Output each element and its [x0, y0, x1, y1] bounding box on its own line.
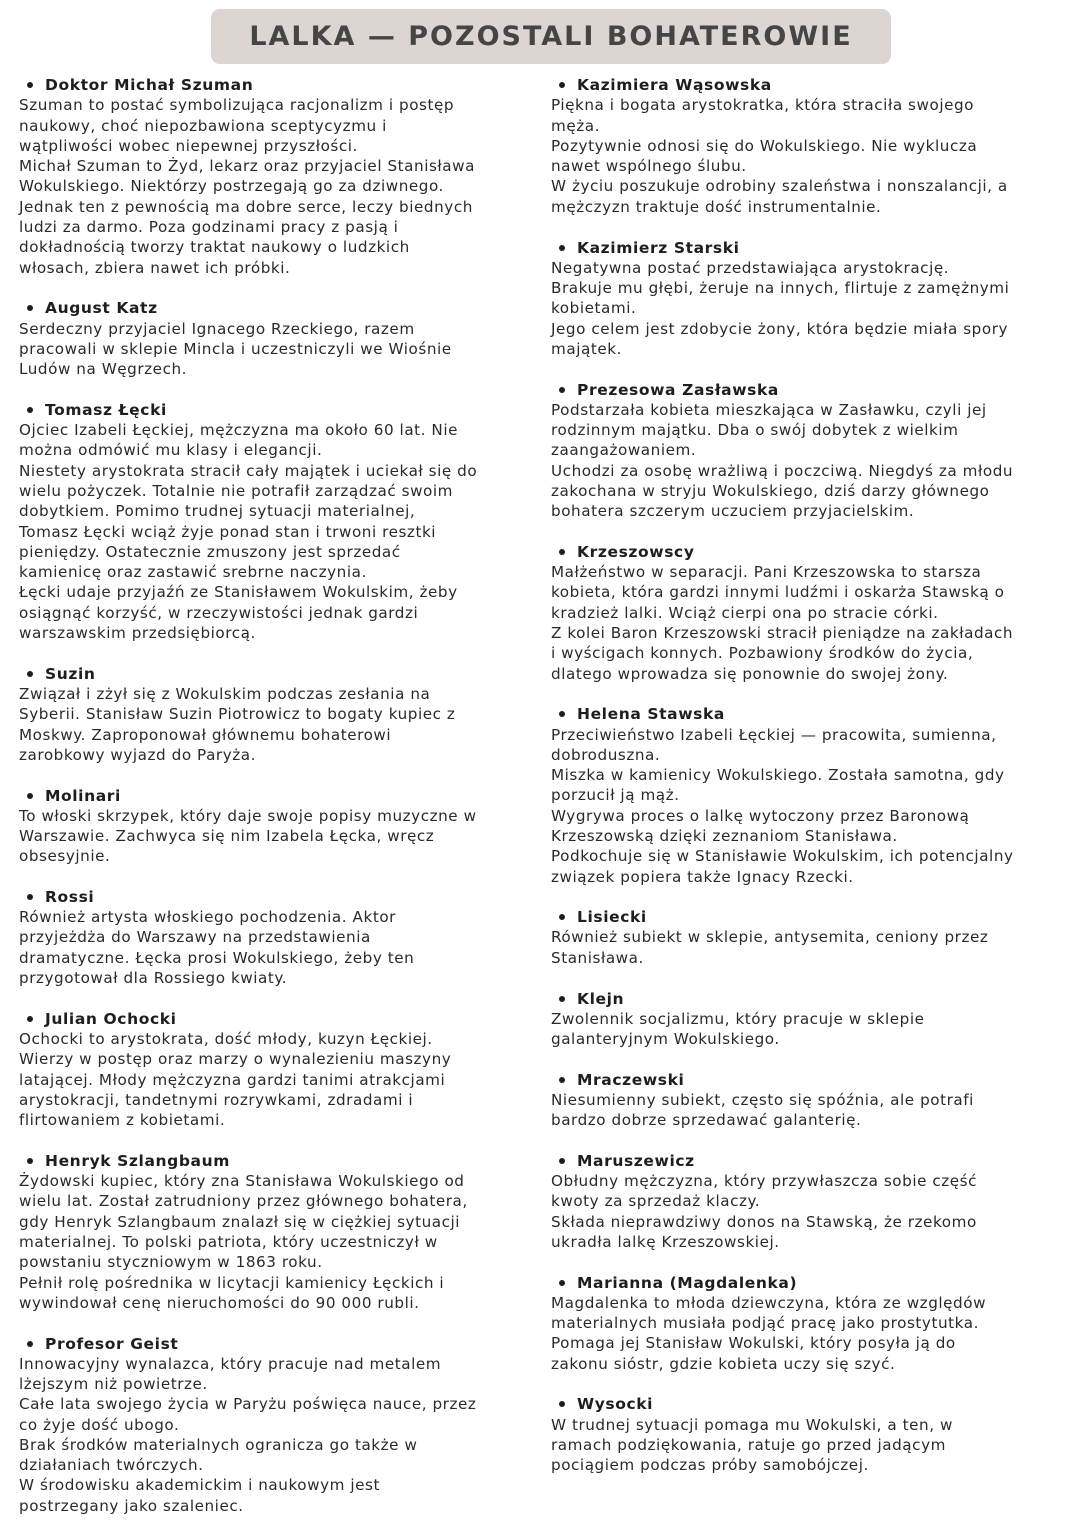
character-entry [551, 237, 1071, 359]
bullet-icon [27, 305, 33, 311]
character-description: Miszka w kamienicy Wokulskiego. Została samotna, gdy porzucił ją mąż. [551, 766, 1005, 805]
character-heading [551, 704, 1071, 724]
character-name: Helena Stawska [577, 705, 725, 724]
bullet-icon [559, 549, 565, 555]
character-entry [19, 400, 519, 644]
character-heading [551, 379, 1071, 399]
character-entry [19, 1333, 519, 1516]
bullet-icon [559, 245, 565, 251]
character-description: Podstarzała kobieta mieszkająca w Zasławku, czyli jej rodzinnym majątku. Dba o swój dobytek z wielkim zaangażowaniem. [551, 400, 987, 460]
character-description: Szuman to postać symbolizująca racjonalizm i postęp naukowy, choć niepozbawiona sceptycyzmu i wątpliwości wobec niepewnej przyszłości. [19, 96, 455, 155]
character-entry [19, 887, 519, 988]
character-entry [551, 907, 1071, 968]
character-name: Tomasz Łęcki [45, 400, 167, 419]
character-entry [19, 785, 519, 866]
character-name: Wysocki [577, 1395, 654, 1414]
character-description: Wygrywa proces o lalkę wytoczony przez Baronową Krzeszowską dzięki zeznaniom Stanisława. [551, 806, 970, 845]
character-description: Brak środków materialnych ogranicza go także w działaniach twórczych. [19, 1435, 418, 1475]
character-description: Niestety arystokrata stracił cały majątek i uciekał się do wielu pożyczek. Totalnie nie potrafił zarządzać swoim dobytkiem. Pomimo trudnej sytuacji materialnej, Tomasz Łęcki wciąż żyje ponad stan i trwoni resztki pieniędzy. Ostatecznie zmuszony jest sprzedać kamienicę oraz zastawić srebrne naczynia. [19, 461, 478, 582]
character-entry [19, 1151, 519, 1313]
character-heading [19, 1151, 519, 1171]
character-name: Prezesowa Zasławska [577, 380, 779, 399]
character-heading [19, 298, 519, 318]
character-description: Pozytywnie odnosi się do Wokulskiego. Nie wyklucza nawet wspólnego ślubu. [551, 136, 978, 176]
character-heading [551, 988, 1071, 1008]
character-entry [19, 75, 519, 278]
character-name: Kazimierz Starski [577, 238, 740, 257]
character-entry [551, 1151, 1071, 1252]
bullet-icon [559, 82, 565, 88]
character-entry [551, 379, 1071, 521]
bullet-icon [27, 671, 33, 677]
character-description: Michał Szuman to Żyd, lekarz oraz przyjaciel Stanisława Wokulskiego. Niektórzy postrzegają go za dziwnego. Jednak ten z pewnością ma dobre serce, leczy biednych ludzi za darmo. Poza godzinami pracy z pasją i dokładnością tworzy traktat naukowy o ludzkich włosach, zbiera nawet ich próbki. [19, 157, 475, 277]
character-description: Łęcki udaje przyjaźń ze Stanisławem Wokulskim, żeby osiągnąć korzyść, w rzeczywistości jednak gardzi warszawskim przedsiębiorcą. [19, 583, 458, 643]
character-heading [19, 887, 519, 907]
bullet-icon [27, 1158, 33, 1164]
character-name: Suzin [45, 664, 96, 683]
character-description: Przeciwieństwo Izabeli Łęckiej — pracowita, sumienna, dobroduszna. [551, 725, 997, 764]
character-description: To włoski skrzypek, który daje swoje popisy muzyczne w Warszawie. Zachwyca się nim Izabela Łęcka, wręcz obsesyjnie. [19, 806, 477, 866]
character-name: Molinari [45, 786, 121, 805]
character-heading [19, 785, 519, 805]
character-name: Maruszewicz [577, 1151, 695, 1170]
character-name: Klejn [577, 989, 625, 1008]
character-name: Mraczewski [577, 1070, 685, 1089]
character-description: Piękna i bogata arystokratka, która straciła swojego męża. [551, 96, 975, 135]
left-column [19, 75, 519, 1536]
character-heading [551, 1151, 1071, 1171]
bullet-icon [559, 1158, 565, 1164]
character-entry [551, 1070, 1071, 1131]
character-description: W życiu poszukuje odrobiny szaleństwa i nonszalancji, a mężczyzn traktuje dość instrumentalnie. [551, 177, 1008, 216]
character-name: August Katz [45, 299, 158, 318]
character-heading [551, 907, 1071, 927]
character-description: Ochocki to arystokrata, dość młody, kuzyn Łęckiej. Wierzy w postęp oraz marzy o wynalezieniu maszyny latającej. Młody mężczyzna gardzi tanimi atrakcjami arystokracji, tandetnymi rozrywkami, zdradami i flirtowaniem z kobietami. [19, 1029, 452, 1130]
character-heading [19, 75, 519, 95]
bullet-icon [559, 387, 565, 393]
character-heading [551, 1070, 1071, 1090]
character-entry [551, 1394, 1071, 1475]
bullet-icon [27, 793, 33, 799]
character-description: Również artysta włoskiego pochodzenia. Aktor przyjeżdża do Warszawy na przedstawienia dramatyczne. Łęcka prosi Wokulskiego, żeby ten przygotował dla Rossiego kwiaty. [19, 908, 415, 988]
bullet-icon [27, 894, 33, 900]
character-heading [551, 75, 1071, 95]
bullet-icon [27, 407, 33, 413]
character-name: Profesor Geist [45, 1334, 179, 1353]
character-heading [19, 664, 519, 684]
character-name: Doktor Michał Szuman [45, 76, 254, 95]
character-heading [551, 237, 1071, 257]
character-heading [551, 542, 1071, 562]
character-entry [551, 988, 1071, 1049]
character-entry [19, 298, 519, 379]
character-description: Uchodzi za osobę wrażliwą i poczciwą. Niegdyś za młodu zakochana w stryju Wokulskiego, dziś darzy głównego bohatera szczerym uczuciem przyjacielskim. [551, 461, 1014, 521]
character-name: Kazimiera Wąsowska [577, 76, 772, 95]
character-description: Związał i zżył się z Wokulskim podczas zesłania na Syberii. Stanisław Suzin Piotrowicz to bogaty kupiec z Moskwy. Zaproponował głównemu bohaterowi zarobkowy wyjazd do Paryża. [19, 684, 456, 764]
character-description: W trudnej sytuacji pomaga mu Wokulski, a ten, w ramach podziękowania, ratuje go przed jadącym pociągiem podczas próby samobójczej. [551, 1415, 953, 1475]
character-description: Żydowski kupiec, który zna Stanisława Wokulskiego od wielu lat. Został zatrudniony przez głównego bohatera, gdy Henryk Szlangbaum znalazł się w ciężkiej sytuacji materialnej. To polski patriota, który uczestniczył w powstaniu styczniowym w 1863 roku. [19, 1172, 468, 1272]
bullet-icon [27, 1016, 33, 1022]
bullet-icon [559, 1280, 565, 1286]
character-name: Lisiecki [577, 908, 647, 927]
character-name: Marianna (Magdalenka) [577, 1273, 798, 1292]
bullet-icon [559, 914, 565, 920]
character-entry [551, 542, 1071, 684]
character-name: Henryk Szlangbaum [45, 1151, 230, 1170]
character-description: Innowacyjny wynalazca, który pracuje nad metalem lżejszym niż powietrze. [19, 1354, 442, 1393]
character-description: Obłudny mężczyzna, który przywłaszcza sobie część kwoty za sprzedaż klaczy. [551, 1172, 978, 1211]
character-description: Składa nieprawdziwy donos na Stawską, że rzekomo ukradła lalkę Krzeszowskiej. [551, 1212, 977, 1251]
character-name: Julian Ochocki [45, 1009, 177, 1028]
character-heading [19, 1009, 519, 1029]
character-entry [19, 1009, 519, 1131]
character-heading [19, 1333, 519, 1353]
character-description: Podkochuje się w Stanisławie Wokulskim, ich potencjalny związek popiera także Ignacy Rzecki. [551, 847, 1014, 886]
page-title: LALKA — POZOSTALI BOHATEROWIE [249, 21, 853, 52]
character-description: Małżeństwo w separacji. Pani Krzeszowska to starsza kobieta, która gardzi innymi ludźmi i oskarża Stawską o kradzież lalki. Wciąż cierpi ona po stracie córki. [551, 563, 1005, 622]
character-entry [551, 704, 1071, 887]
character-entry [19, 664, 519, 765]
character-description: Niesumienny subiekt, często się spóźnia, ale potrafi bardzo dobrze sprzedawać galanterię. [551, 1090, 974, 1130]
character-description: Pełnił rolę pośrednika w licytacji kamienicy Łęckich i wywindował cenę nieruchomości do 90 000 rubli. [19, 1273, 445, 1312]
character-description: Magdalenka to młoda dziewczyna, która ze względów materialnych musiała podjąć pracę jako prostytutka. Pomaga jej Stanisław Wokulski, który posyła ją do zakonu sióstr, gdzie kobieta uczy się szyć. [551, 1293, 987, 1373]
character-entry [551, 75, 1071, 217]
character-description: Ojciec Izabeli Łęckiej, mężczyzna ma około 60 lat. Nie można odmówić mu klasy i elegancji. [19, 421, 459, 460]
character-description: Całe lata swojego życia w Paryżu poświęca nauce, przez co żyje dość ubogo. [19, 1395, 477, 1434]
character-heading [19, 400, 519, 420]
title-banner [211, 9, 891, 64]
character-heading [551, 1394, 1071, 1414]
character-description: W środowisku akademickim i naukowym jest postrzegany jako szaleniec. [19, 1476, 380, 1515]
character-name: Krzeszowscy [577, 542, 695, 561]
bullet-icon [559, 1077, 565, 1083]
bullet-icon [559, 711, 565, 717]
right-column [551, 75, 1071, 1496]
character-entry [551, 1273, 1071, 1374]
bullet-icon [559, 1401, 565, 1407]
bullet-icon [27, 1341, 33, 1347]
bullet-icon [559, 996, 565, 1002]
character-description: Jego celem jest zdobycie żony, która będzie miała spory majątek. [551, 319, 1009, 358]
character-description: Również subiekt w sklepie, antysemita, ceniony przez Stanisława. [551, 928, 989, 967]
character-name: Rossi [45, 888, 95, 907]
character-heading [551, 1273, 1071, 1293]
character-description: Zwolennik socjalizmu, który pracuje w sklepie galanteryjnym Wokulskiego. [551, 1009, 925, 1048]
character-description: Negatywna postać przedstawiająca arystokrację. Brakuje mu głębi, żeruje na innych, flirtuje z zamężnymi kobietami. [551, 258, 1010, 318]
character-description: Serdeczny przyjaciel Ignacego Rzeckiego, razem pracowali w sklepie Mincla i uczestniczyli we Wiośnie Ludów na Węgrzech. [19, 319, 452, 379]
bullet-icon [27, 82, 33, 88]
character-description: Z kolei Baron Krzeszowski stracił pieniądze na zakładach i wyścigach konnych. Pozbawiony środków do życia, dlatego wprowadza się ponownie do swojej żony. [551, 624, 1014, 683]
